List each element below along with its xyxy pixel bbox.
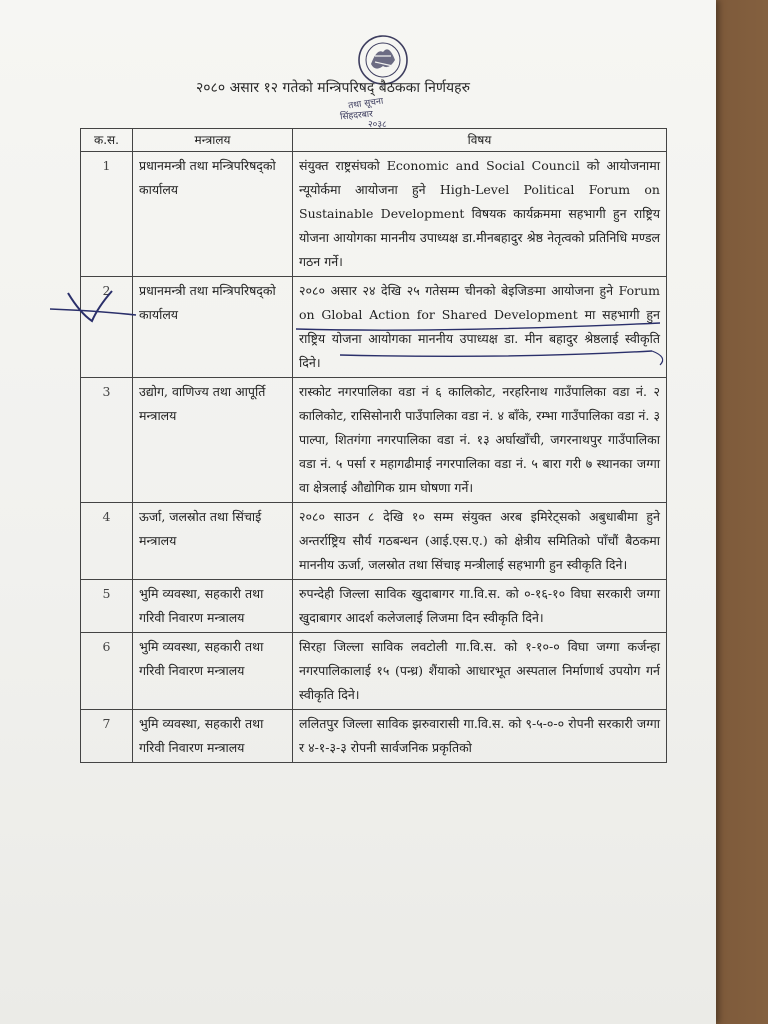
document-title: २०८० असार १२ गतेको मन्त्रिपरिषद् बैठकका निर्णयहरु <box>196 80 470 96</box>
row-serial: 5 <box>81 580 133 633</box>
row-ministry: भुमि व्यवस्था, सहकारी तथा गरिवी निवारण मन्त्रालय <box>133 580 293 633</box>
row-ministry: ऊर्जा, जलस्रोत तथा सिंचाई मन्त्रालय <box>133 503 293 580</box>
row-ministry: प्रधानमन्त्री तथा मन्त्रिपरिषद्को कार्यालय <box>133 152 293 277</box>
row-ministry: उद्योग, वाणिज्य तथा आपूर्ति मन्त्रालय <box>133 378 293 503</box>
table-row <box>81 503 667 580</box>
row-serial: 2 <box>81 277 133 378</box>
row-ministry: प्रधानमन्त्री तथा मन्त्रिपरिषद्को कार्यालय <box>133 277 293 378</box>
seal-text-line: तथा सूचना <box>347 96 384 112</box>
row-serial: 4 <box>81 503 133 580</box>
row-subject: रास्कोट नगरपालिका वडा नं ६ कालिकोट, नरहरिनाथ गाउँपालिका वडा नं. २ कालिकोट, रासिसोनारी पाउँपालिका वडा नं. ४ बाँके, रम्भा गाउँपालिका वडा नं. ३ पाल्पा, शितगंगा नगरपालिका वडा नं. १३ अर्घाखाँची, जगरनाथपुर गाउँपालिका वडा नं. ५ पर्सा र महागढीमाई नगरपालिका वडा नं. ५ बारा गरी ७ स्थानका जग्गा वा क्षेत्रलाई औद्योगिक ग्राम घोषणा गर्ने। <box>293 378 667 503</box>
subject-column-header: विषय <box>293 129 667 152</box>
table-row <box>81 580 667 633</box>
ministry-column-header: मन्त्रालय <box>133 129 293 152</box>
row-subject: २०८० असार २४ देखि २५ गतेसम्म चीनको बेइजिङमा आयोजना हुने Forum on Global Action for Shared Development मा सहभागी हुन राष्ट्रिय योजना आयोगका माननीय उपाध्यक्ष डा. मीन बहादुर श्रेष्ठलाई स्वीकृति दिने। <box>293 277 667 378</box>
table-row <box>81 277 667 378</box>
table-row <box>81 633 667 710</box>
row-serial: 3 <box>81 378 133 503</box>
row-serial: 7 <box>81 710 133 763</box>
table-row <box>81 152 667 277</box>
decisions-table <box>80 128 667 763</box>
row-ministry: भुमि व्यवस्था, सहकारी तथा गरिवी निवारण मन्त्रालय <box>133 633 293 710</box>
row-subject: सिरहा जिल्ला साविक लवटोली गा.वि.स. को १-१०-० विघा जग्गा कर्जन्हा नगरपालिकालाई १५ (पन्ध्र) शैंयाको आधारभूत अस्पताल निर्माणार्थ उपयोग गर्न स्वीकृति दिने। <box>293 633 667 710</box>
table-row <box>81 378 667 503</box>
row-subject: रुपन्देही जिल्ला साविक खुदाबागर गा.वि.स. को ०-१६-१० विघा सरकारी जग्गा खुदाबागर आदर्श कलेजलाई लिजमा दिन स्वीकृति दिने। <box>293 580 667 633</box>
row-serial: 6 <box>81 633 133 710</box>
row-serial: 1 <box>81 152 133 277</box>
seal-text-line: २०३८ <box>368 120 387 130</box>
table-row <box>81 710 667 763</box>
row-subject: ललितपुर जिल्ला साविक झरुवारासी गा.वि.स. को ९-५-०-० रोपनी सरकारी जग्गा र ४-१-३-३ रोपनी सार्वजनिक प्रकृतिको <box>293 710 667 763</box>
seal-text-line: सिंहदरबार <box>339 109 374 123</box>
row-subject: संयुक्त राष्ट्रसंघको Economic and Social Council को आयोजनामा न्यूयोर्कमा आयोजना हुने High-Level Political Forum on Sustainable Development विषयक कार्यक्रममा सहभागी हुन राष्ट्रिय योजना आयोगका माननीय उपाध्यक्ष डा.मीनबहादुर श्रेष्ठ नेतृत्वको प्रतिनिधि मण्डल गठन गर्ने। <box>293 152 667 277</box>
serial-column-header: क.स. <box>81 129 133 152</box>
row-ministry: भुमि व्यवस्था, सहकारी तथा गरिवी निवारण मन्त्रालय <box>133 710 293 763</box>
table-header-row <box>81 129 667 152</box>
row-subject: २०८० साउन ८ देखि १० सम्म संयुक्त अरब इमिरेट्सको अबुधाबीमा हुने अन्तर्राष्ट्रिय सौर्य गठबन्धन (आई.एस.ए.) को क्षेत्रीय समितिको पाँचौं बैठकमा माननीय ऊर्जा, जलस्रोत तथा सिंचाइ मन्त्रीलाई सहभागी हुन स्वीकृति दिने। <box>293 503 667 580</box>
